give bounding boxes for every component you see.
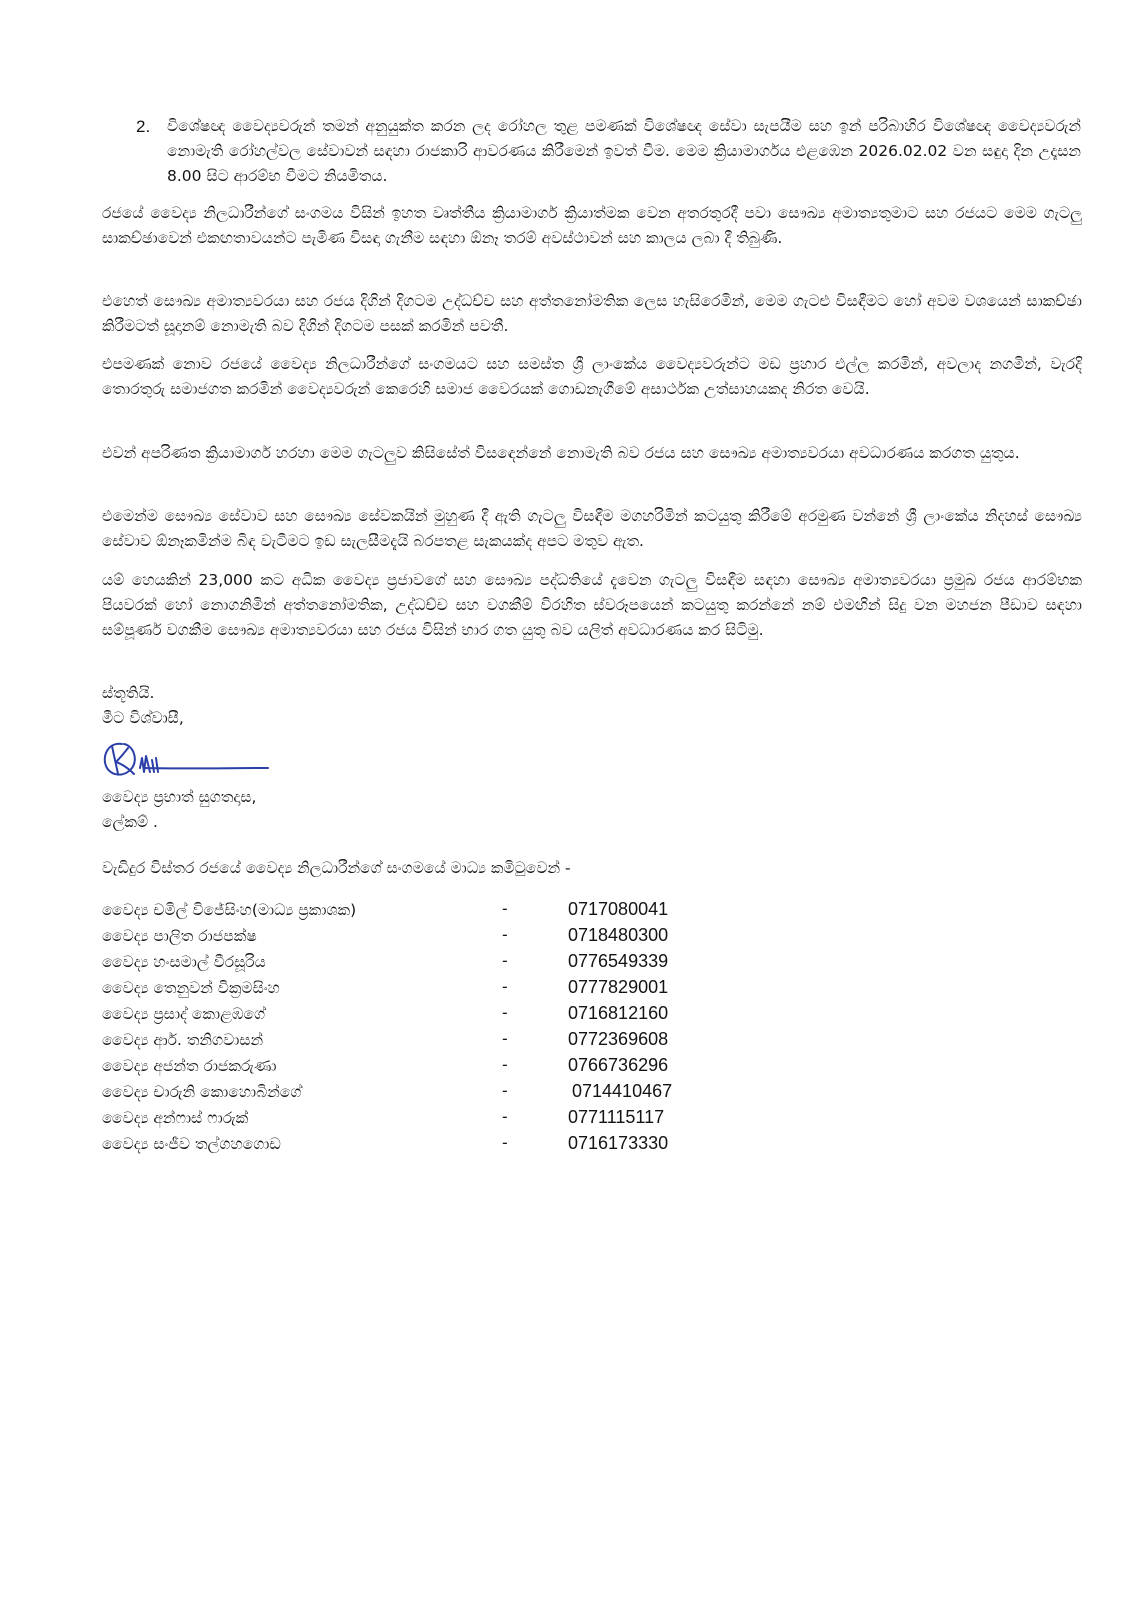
contact-dash: - — [502, 899, 508, 918]
contact-dash: - — [502, 1055, 508, 1074]
contact-dash: - — [502, 951, 508, 970]
contact-row — [102, 1078, 802, 1104]
contact-phone: 0776549339 — [568, 951, 669, 971]
contact-phone: 0766736296 — [568, 1055, 669, 1075]
contact-dash: - — [502, 925, 508, 944]
point-number: 2. — [136, 117, 151, 136]
contact-row — [102, 1104, 802, 1130]
contact-row — [102, 1130, 802, 1156]
contact-dash: - — [502, 1029, 508, 1048]
signature-image — [98, 738, 273, 780]
signatory-name: වෛද්‍ය ප්‍රභාත් සුගතදාස, — [102, 788, 257, 806]
contact-name: වෛද්‍ය ප්‍රසාද් කොළඹගේ — [102, 1005, 266, 1023]
contact-row — [102, 1000, 802, 1026]
contact-phone: 0718480300 — [568, 925, 669, 945]
contact-row — [102, 1052, 802, 1078]
contact-row — [102, 1026, 802, 1052]
paragraph-3: එපමණක් නොව රජයේ වෛද්‍ය නිලධාරීන්ගේ සංගමයට සහ සමස්ත ශ්‍රී ලාංකේය වෛද්‍යවරුන්ට මඩ ප්‍රහාර එල්ල කරමින්, අවලාද නගමින්, වැරදි තොරතුරු සමාජගත කරමින් වෛද්‍යවරුන් කෙරෙහි සමාජ වෛරයක් ගොඩනැගීමේ අසාර්ථක උත්සාහයකද නිරත වෙයි. — [102, 355, 1082, 398]
contact-name: වෛද්‍ය චාරුනි කොහොබින්ගේ — [102, 1083, 302, 1101]
paragraph-4: එවන් අපරිණත ක්‍රියාමාර්ග හරහා මෙම ගැටලුව කිසිසේත් විසඳෙන්නේ නොමැති බව රජය සහ සෞඛ්‍ය අමාත්‍යවරයා අවධාරණය කරගත යුතුය. — [102, 444, 1020, 462]
contact-row — [102, 896, 802, 922]
paragraph-1: රජයේ වෛද්‍ය නිලධාරීන්ගේ සංගමය විසින් ඉහත වෘත්තීය ක්‍රියාමාර්ග ක්‍රියාත්මක වෙන අතරතුරදී පවා සෞඛ්‍ය අමාත්‍යතුමාට සහ රජයට මෙම ගැටලු සාකච්ඡාවෙන් එකඟතාවයන්ට පැමිණ විසඳා ගැනීම සඳහා ඕනෑ තරම් අවස්ථාවන් සහ කාලය ලබා දී තිබුණි. — [102, 204, 1082, 247]
contact-phone: 0717080041 — [568, 899, 669, 919]
contact-name: වෛද්‍ය අජන්ත රාජකරුණා — [102, 1057, 277, 1075]
point-text: විශේෂඥ වෛද්‍යවරුන් තමන් අනුයුක්ත කරන ලද රෝහල තුළ පමණක් විශේෂඥ සේවා සැපයීම සහ ඉන් පරිබාහිර විශේෂඥ වෛද්‍යවරුන් නොමැති රෝහල්වල සේවාවන් සඳහා රාජකාරි ආවරණය කිරීමෙන් ඉවත් වීම. මෙම ක්‍රියාමාර්ගය එළඹෙන 2026.02.02 වන සඳුදා දින උදෑසන 8.00 සිට ආරම්භ වීමට නියමිතය. — [167, 117, 1081, 185]
contact-name: වෛද්‍ය ආර්. තනිගවාසන් — [102, 1031, 264, 1049]
contact-name: වෛද්‍ය පාලිත රාජපක්ෂ — [102, 927, 257, 945]
contact-dash: - — [502, 977, 508, 996]
contact-dash: - — [502, 1133, 508, 1152]
contact-name: වෛද්‍ය සංජීව තල්ගහගොඩ — [102, 1135, 281, 1153]
paragraph-6: යම් හෙයකින් 23,000 කට අධික වෛද්‍ය ප්‍රජාවගේ සහ සෞඛ්‍ය පද්ධතියේ දැවෙන ගැටලු විසඳීම සඳහා සෞඛ්‍ය අමාත්‍යවරයා ප්‍රමුඛ රජය ආරම්භක පියවරක් හෝ නොගනිමින් අත්තනෝමතික, උද්ධච්ච සහ වගකීම් විරහිත ස්වරූපයෙන් කටයුතු කරන්නේ නම් එමඟින් සිදු වන මහජන පීඩාව සඳහා සම්පූර්ණ වගකීම සෞඛ්‍ය අමාත්‍යවරයා සහ රජය විසින් භාර ගත යුතු බව යලිත් අවධාරණය කර සිටිමු. — [102, 571, 1082, 639]
contact-dash: - — [502, 1107, 508, 1126]
contact-dash: - — [502, 1081, 508, 1100]
contact-row — [102, 974, 802, 1000]
closing-sincerely: මීට විශ්වාසී, — [102, 709, 184, 727]
paragraph-2: එහෙත් සෞඛ්‍ය අමාත්‍යවරයා සහ රජය දිගින් දිගටම උද්ධච්ච සහ අත්තනෝමතික ලෙස හැසිරෙමින්, මෙම ගැටළු විසඳීමට හෝ අවම වශයෙන් සාකච්ඡා කිරීමටත් සූදානම් නොමැති බව දිගින් දිගටම පසක් කරමින් පවතී. — [102, 292, 1082, 335]
contact-phone: 0772369608 — [568, 1029, 669, 1049]
closing-thanks: ස්තූතියි. — [102, 684, 155, 702]
contacts-heading: වැඩිදුර විස්තර රජයේ වෛද්‍ය නිලධාරීන්ගේ සංගමයේ මාධ්‍ය කමිටුවෙන් - — [102, 859, 571, 877]
contact-name: වෛද්‍ය තෙනුවන් වික්‍රමසිංහ — [102, 979, 280, 997]
paragraph-5: එමෙන්ම සෞඛ්‍ය සේවාව සහ සෞඛ්‍ය සේවකයින් මුහුණ දී ඇති ගැටලු විසඳීම මගහරිමින් කටයුතු කිරීමේ අරමුණ වන්නේ ශ්‍රී ලාංකේය නිදහස් සෞඛ්‍ය සේවාව ඕනෑකමින්ම බිඳ වැටීමට ඉඩ සැලසීමදැයි බරපතළ සැකයක්ද අපට මතුව ඇත. — [102, 507, 1082, 550]
contact-name: වෛද්‍ය චමිල් විජේසිංහ(මාධ්‍ය ප්‍රකාශක) — [102, 901, 357, 919]
signatory-title: ලේකම් . — [102, 813, 158, 831]
contact-phone: 0777829001 — [568, 977, 669, 997]
contact-row — [102, 948, 802, 974]
contact-phone: 0714410467 — [572, 1081, 673, 1101]
contact-dash: - — [502, 1003, 508, 1022]
contact-row — [102, 922, 802, 948]
contact-phone: 0716812160 — [568, 1003, 669, 1023]
contact-phone: 0771115117 — [568, 1107, 665, 1127]
contacts-list — [102, 896, 802, 1156]
contact-phone: 0716173330 — [568, 1133, 669, 1153]
contact-name: වෛද්‍ය අන්ෆාස් ෆාරුක් — [102, 1109, 249, 1127]
numbered-point-2 — [136, 114, 1081, 189]
contact-name: වෛද්‍ය හංසමාල් වීරසූරිය — [102, 953, 266, 971]
